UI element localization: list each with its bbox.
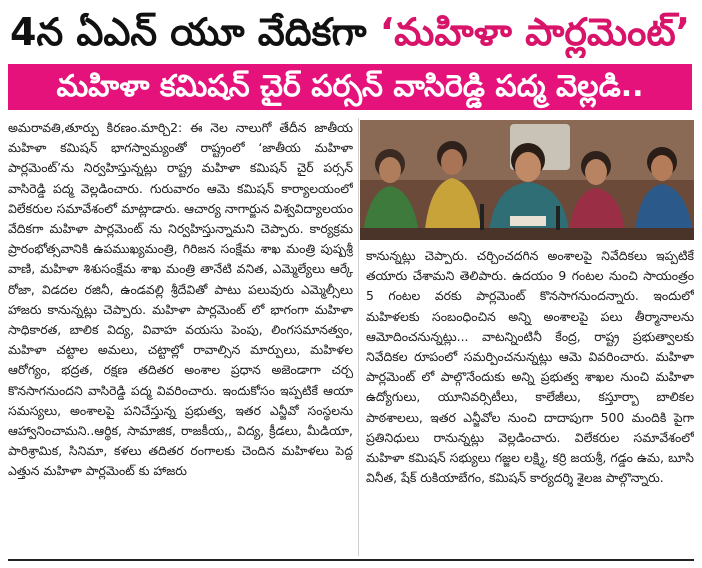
article-paragraph-right: కానున్నట్లు చెప్పారు. చర్చించదగిన అంశాలపై నివేదికలు ఇప్పటికే తయారు చేశామని తెలిపారు. ఉదయం 9 గంటల నుంచి సాయంత్రం 5 గంటల వరకు పార్లమెంట్ కొనసాగనుందన్నారు. ఇందులో మహిళలకు సంబంధించిన అన్ని అంశాలపై పలు తీర్మానాలను ఆమోదించనున్నట్లు... వాటన్నింటినీ కేంద్ర, రాష్ట్ర ప్రభుత్వాలకు నివేదికల రూపంలో సమర్పించనున్నట్లు ఆమె వివరించారు. మహిళా పార్లమెంట్ లో పాల్గొనేందుకు అన్ని ప్రభుత్వ శాఖల నుంచి మహిళా ఉద్యోగులు, యూనివర్సిటీలు, కాలేజీలు, కస్తూర్బా బాలికల పాఠశాలలు, ఇతర ఎన్జీవోల నుంచి దాదాపుగా 500 మందికి పైగా ప్రతినిధులు రానున్నట్లు వెల్లడించారు. విలేకరుల సమావేశంలో మహిళా కమిషన్ సభ్యులు గజ్జల లక్ష్మి, కర్రి జయశ్రీ, గడ్డం ఉమ, బూసి వినీత, షేక్ రుకియాబేగం, కమిషన్ కార్యదర్శి శైలజ పాల్గొన్నారు.	[366, 248, 694, 486]
article-paragraph-left: అమరావతి,తూర్పు కిరణం.మార్చి2: ఈ నెల నాలుగో తేదీన జాతీయ మహిళా కమిషన్ భాగస్వామ్యంతో రాష్ట్రంలో ‘జాతీయ మహిళా పార్లమెంట్’ను నిర్వహిస్తున్నట్లు రాష్ట్ర మహిళా కమిషన్ చైర్ పర్సన్ వాసిరెడ్డి పద్మ వెల్లడించారు. గురువారం ఆమె కమిషన్ కార్యాలయంలో విలేకరుల సమావేశంలో మాట్లాడారు. ఆచార్య నాగార్జున విశ్వవిద్యాలయం వేదికగా మహిళా పార్లమెంట్ ను నిర్వహిస్తున్నామని చెప్పారు. కార్యక్రమ ప్రారంభోత్సవానికి ఉపముఖ్యమంత్రి, గిరిజన సంక్షేమ శాఖ మంత్రి పుష్పశ్రీ వాణి, మహిళా శిశుసంక్షేమ శాఖ మంత్రి తానేటి వనిత, ఎమ్మెల్యేలు ఆర్కే రోజా, విడదల రజినీ, ఉండవల్లి శ్రీదేవితో పాటు పలువురు ఎమ్మెల్సీలు హాజరు కానున్నట్లు చెప్పారు. మహిళా పార్లమెంట్ లో భాగంగా మహిళా సాధికారత, బాలిక విద్య, వివాహ వయసు పెంపు, లింగసమానత్వం, మహిళా చట్టాల అమలు, చట్టాల్లో రావాల్సిన మార్పులు, మహిళల ఆరోగ్యం, భద్రత, రక్షణ తదితర అంశాల ప్రధాన అజెండాగా చర్చ కొనసాగనుందని వాసిరెడ్డి పద్మ వివరించారు. ఇందుకోసం ఇప్పటికే ఆయా సమస్యలు, అంశాలపై పనిచేస్తున్న ప్రభుత్వ, ఇతర ఎన్జీవో సంస్థలను ఆహ్వానించామని..ఆర్థిక, సామాజిక, రాజకీయ,, విద్య, క్రీడలు, మీడియా, పారిశ్రామిక, సినిమా, కళలు తదితర రంగాలకు చెందిన మహిళలు పెద్ద ఎత్తున మహిళా పార్లమెంట్ కు హాజరు	[8, 120, 353, 479]
press-meet-photo-image	[360, 120, 694, 240]
subheadline-banner: మహిళా కమిషన్ చైర్ పర్సన్ వాసిరెడ్డి పద్మ వెల్లడి..	[8, 64, 692, 110]
bottom-rule	[8, 559, 694, 561]
headline-accent: ‘మహిళా పార్లమెంట్’	[379, 10, 691, 54]
press-meet-photo	[360, 120, 694, 240]
column-divider	[358, 118, 359, 556]
headline-prefix: 4న ఏఎన్ యూ వేదికగా	[10, 10, 380, 54]
article-right-column	[366, 246, 694, 554]
headline	[10, 6, 692, 58]
article-left-column	[8, 118, 353, 554]
